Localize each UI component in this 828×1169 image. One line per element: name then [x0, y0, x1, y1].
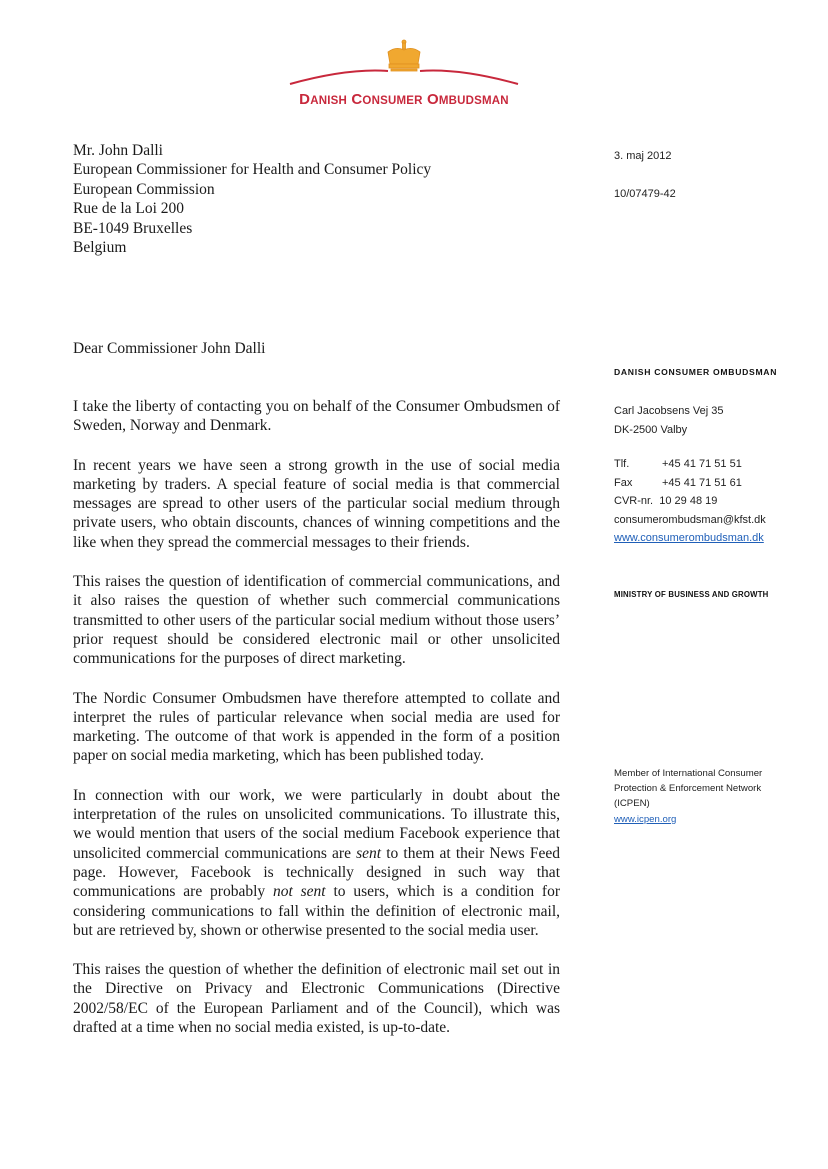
sidebar-org-name: DANISH CONSUMER OMBUDSMAN [614, 367, 778, 377]
letter-body [73, 397, 560, 1057]
address-line: Rue de la Loi 200 [73, 200, 185, 218]
city: DK-2500 Valby [614, 423, 688, 436]
recipient-address [73, 141, 431, 257]
agency-name: DANISH CONSUMER OMBUDSMAN [299, 91, 509, 108]
agency-logo [288, 38, 520, 110]
paragraph: This raises the question of whether the definition of electronic mail set out in the Directive on Privacy and Electronic Communications (Directive 2002/58/EC of the European Parliament and of the Council), which was drafted at a time when no social media existed, is up-to-date. [73, 961, 560, 1037]
ministry-name: MINISTRY OF BUSINESS AND GROWTH [614, 590, 769, 599]
phone-row: Tlf. +45 41 71 51 51 [614, 458, 742, 470]
address-line: European Commissioner for Health and Consumer Policy [73, 161, 432, 179]
address-line: Mr. John Dalli [73, 142, 163, 159]
paragraph: I take the liberty of contacting you on behalf of the Consumer Ombudsmen of Sweden, Norway and Denmark. [73, 398, 560, 435]
reference-number: 10/07479-42 [614, 188, 676, 200]
address-line: Belgium [73, 239, 127, 257]
contact-block [614, 402, 824, 548]
paragraph: In recent years we have seen a strong growth in the use of social media marketing by traders. A special feature of social media is that commercial messages are spread to other users of the particular social medium through private users, who obtain discounts, chances of winning competitions and the like when they spread the commercial messages to their friends. [73, 456, 560, 551]
paragraph: This raises the question of identification of commercial communications, and it also raises the question of whether such commercial communications transmitted to other users of the particular social medium without those users’ prior request should be considered electronic mail or other unsolicited communications for the purposes of direct marketing. [73, 573, 560, 668]
membership-note: Member of International Consumer Protection & Enforcement Network (ICPEN) www.icpen.org [614, 768, 763, 825]
address-line: European Commission [73, 180, 215, 198]
email: consumerombudsman@kfst.dk [614, 513, 766, 526]
letter-date: 3. maj 2012 [614, 150, 672, 162]
crown-icon [288, 38, 520, 88]
website-link[interactable]: www.consumerombudsman.dk [614, 532, 764, 544]
fax-row: Fax +45 41 71 51 61 [614, 476, 742, 489]
icpen-link[interactable]: www.icpen.org [614, 813, 677, 825]
paragraph: The Nordic Consumer Ombudsmen have therefore attempted to collate and interpret the rules of particular relevance when social media are used for marketing. The outcome of that work is appended in the form of a position paper on social media marketing, which has been published today. [73, 689, 560, 765]
paragraph: In connection with our work, we were particularly in doubt about the interpretation of the rules on unsolicited communications. To illustrate this, we would mention that users of the social medium Facebook experience that unsolicited commercial communications are sent to them at their News Feed page. However, Facebook is technically designed in such way that communications are probably not sent to users, which is a condition for considering communications to fall within the definition of electronic mail, but are retrieved by, shown or otherwise presented to the social media user. [73, 786, 560, 939]
salutation: Dear Commissioner John Dalli [73, 340, 266, 357]
street: Carl Jacobsens Vej 35 [614, 405, 724, 417]
cvr-row: CVR-nr. 10 29 48 19 [614, 495, 718, 507]
address-line: BE-1049 Bruxelles [73, 219, 193, 237]
